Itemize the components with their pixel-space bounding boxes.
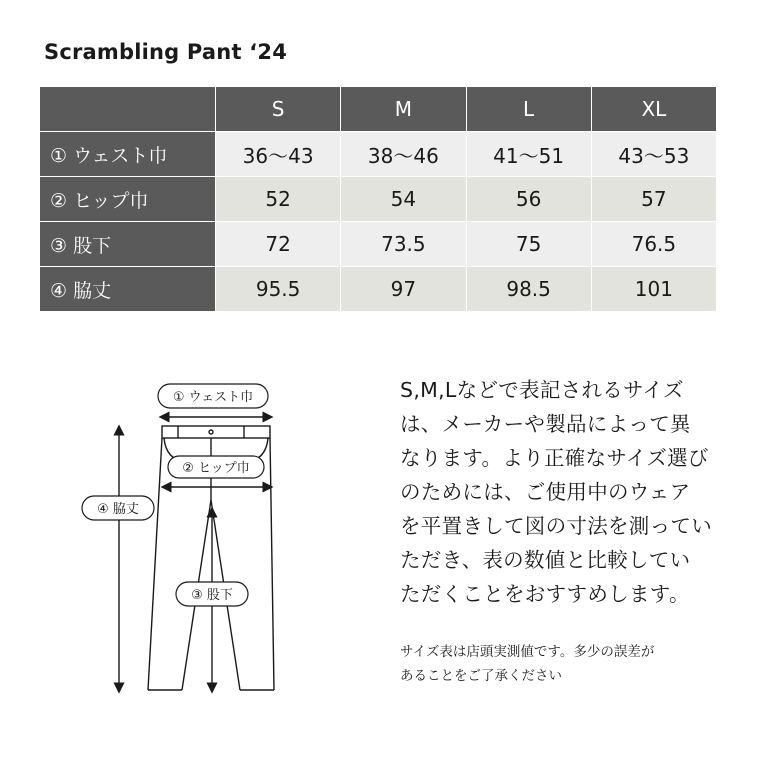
table-cell: 97 (341, 267, 466, 312)
table-cell: 76.5 (591, 222, 716, 267)
size-header-row (40, 87, 717, 132)
description-line: なります。より正確なサイズ選び (400, 446, 709, 470)
size-header: S (216, 87, 341, 132)
description-line: ただくことをおすすめします。 (400, 582, 690, 606)
table-cell: 56 (466, 177, 591, 222)
inseam-label: ③ 股下 (191, 588, 233, 603)
table-cell: 101 (591, 267, 716, 312)
outseam-label: ④ 脇丈 (97, 502, 139, 517)
hip-label: ② ヒップ巾 (182, 461, 250, 476)
table-row-waist (40, 132, 717, 177)
size-header: M (341, 87, 466, 132)
note-line: あることをご了承ください (400, 668, 562, 684)
table-cell: 95.5 (216, 267, 341, 312)
table-cell: 54 (341, 177, 466, 222)
table-cell: 72 (216, 222, 341, 267)
table-row-inseam (40, 222, 717, 267)
description (400, 373, 740, 611)
description-line: S,M,Lなどで表記されるサイズ (400, 378, 684, 402)
size-header: L (466, 87, 591, 132)
table-cell: 41〜51 (466, 132, 591, 177)
size-header: XL (591, 87, 716, 132)
description-line: のためには、ご使用中のウェア (400, 480, 691, 504)
row-label: ② ヒップ巾 (40, 177, 216, 222)
size-table (39, 86, 717, 312)
row-label: ③ 股下 (40, 222, 216, 267)
table-cell: 36〜43 (216, 132, 341, 177)
page-title: Scrambling Pant ‘24 (44, 40, 288, 64)
table-cell: 57 (591, 177, 716, 222)
description-line: は、メーカーや製品によって異 (400, 412, 691, 436)
table-row-hip (40, 177, 717, 222)
waist-label: ① ウェスト巾 (172, 390, 254, 405)
description-line: を平置きして図の寸法を測ってい (400, 514, 712, 538)
table-cell: 75 (466, 222, 591, 267)
header-corner (40, 87, 216, 132)
table-cell: 38〜46 (341, 132, 466, 177)
row-label: ① ウェスト巾 (40, 132, 216, 177)
pants-diagram (78, 380, 288, 700)
table-cell: 52 (216, 177, 341, 222)
table-row-outseam (40, 267, 717, 312)
measurement-note (400, 640, 740, 688)
note-line: サイズ表は店頭実測値です。多少の誤差が (400, 644, 655, 660)
table-cell: 73.5 (341, 222, 466, 267)
table-cell: 98.5 (466, 267, 591, 312)
row-label: ④ 脇丈 (40, 267, 216, 312)
table-cell: 43〜53 (591, 132, 716, 177)
description-line: ただき、表の数値と比較してい (400, 548, 691, 572)
